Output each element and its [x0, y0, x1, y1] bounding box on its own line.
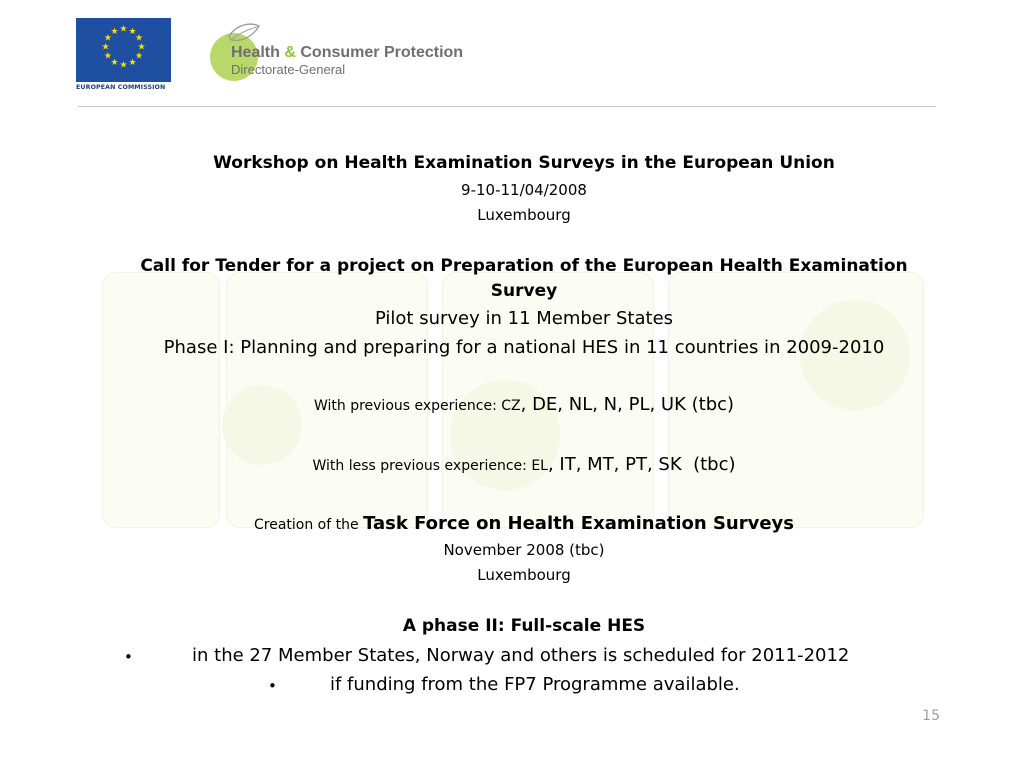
svg-text:★: ★	[101, 42, 110, 53]
european-commission-logo	[76, 18, 172, 94]
task-force-title: Task Force on Health Examination Surveys	[363, 513, 794, 534]
pilot-survey-text: Pilot survey in 11 Member States	[374, 308, 674, 329]
dg-name-ampersand: &	[284, 44, 296, 61]
svg-text:★: ★	[119, 24, 128, 35]
svg-text:★: ★	[103, 51, 112, 62]
dg-sanco-logo	[207, 22, 467, 86]
eu-stars	[101, 25, 145, 71]
tender-title-line2: Survey	[490, 281, 558, 301]
svg-text:★: ★	[135, 33, 144, 44]
bullet-icon: •	[268, 677, 277, 695]
task-force-prefix: Creation of the	[254, 517, 364, 533]
header-divider	[78, 106, 936, 107]
dg-name-consumer-protection: Consumer Protection	[300, 44, 464, 61]
svg-text:★: ★	[128, 26, 137, 37]
task-force-line	[60, 513, 988, 534]
task-force-date: November 2008 (tbc)	[443, 541, 605, 559]
task-force-location: Luxembourg	[477, 566, 571, 584]
previous-experience-countries: , DE, NL, N, PL, UK (tbc)	[520, 394, 735, 415]
svg-text:★: ★	[110, 26, 119, 37]
dg-name	[231, 44, 463, 62]
eu-logo-caption: EUROPEAN COMMISSION	[76, 84, 166, 91]
workshop-dates: 9-10-11/04/2008	[461, 181, 587, 199]
svg-text:★: ★	[135, 51, 144, 62]
svg-text:★: ★	[137, 42, 146, 53]
svg-text:★: ★	[110, 58, 119, 69]
phase1-text: Phase I: Planning and preparing for a national HES in 11 countries in 2009-2010	[163, 337, 885, 358]
less-experience-label: With less previous experience: EL	[312, 458, 548, 474]
svg-text:★: ★	[128, 58, 137, 69]
phase2-title: A phase II: Full-scale HES	[402, 616, 646, 636]
less-experience-countries: , IT, MT, PT, SK (tbc)	[547, 454, 736, 475]
eu-flag-icon	[76, 18, 171, 82]
workshop-title: Workshop on Health Examination Surveys in the European Union	[213, 153, 835, 173]
page-number: 15	[922, 708, 940, 724]
dg-name-health: Health	[231, 44, 280, 61]
bullet-icon: •	[124, 648, 133, 666]
workshop-location: Luxembourg	[477, 206, 571, 224]
phase2-bullet-text: in the 27 Member States, Norway and others is scheduled for 2011-2012	[192, 645, 850, 666]
svg-text:★: ★	[103, 33, 112, 44]
previous-experience-label: With previous experience: CZ	[313, 398, 521, 414]
previous-experience-line	[60, 394, 988, 415]
phase2-bullet-text: if funding from the FP7 Programme available.	[330, 674, 740, 695]
svg-text:★: ★	[119, 60, 128, 71]
dg-subtitle: Directorate-General	[231, 62, 346, 77]
tender-title-line1: Call for Tender for a project on Preparation of the European Health Examination	[140, 256, 908, 276]
less-experience-line	[60, 454, 988, 475]
